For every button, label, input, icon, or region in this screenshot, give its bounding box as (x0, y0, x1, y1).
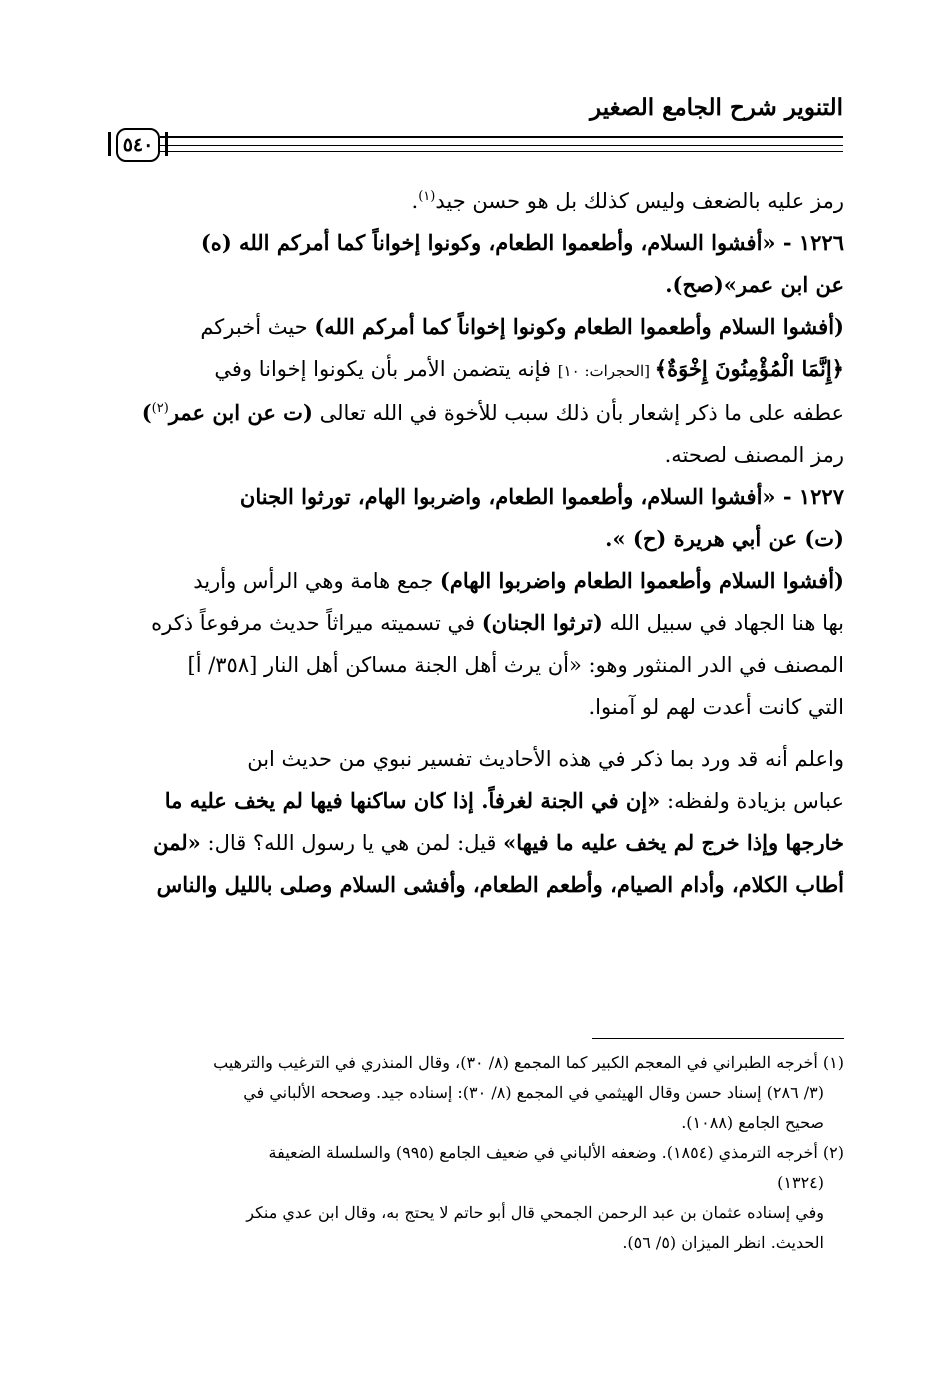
text-line: رمز عليه بالضعف وليس كذلك بل هو حسن جيد$^{(١)}$. (411, 189, 844, 213)
footnote-ref: (٢) (151, 401, 169, 416)
footnote-2: (١٣٢٤) (777, 1173, 824, 1192)
hadith-1227-text: ١٢٢٧ - «أفشوا السلام، وأطعموا الطعام، واضربوا الهام، تورثوا الجنان (239, 484, 844, 509)
commentary-1227: (أفشوا السلام وأطعموا الطعام واضربوا الهام) جمع هامة وهي الرأس وأريد (193, 568, 844, 593)
paragraph-gap (104, 728, 844, 738)
hadith-1227-source: (ت) عن أبي هريرة (ح) ». (605, 526, 844, 551)
footnote-ref: (١) (418, 189, 436, 204)
footnotes (104, 1048, 844, 1258)
commentary-1226: ﴿إِنَّمَا الْمُؤْمِنُونَ إِخْوَةٌ﴾ [الحجرات: ١٠] فإنه يتضمن الأمر بأن يكونوا إخوانا وفي (214, 356, 844, 381)
header-rule (160, 151, 843, 152)
hadith-1226-text: ١٢٢٦ - «أفشوا السلام، وأطعموا الطعام، وكونوا إخواناً كما أمركم الله (ه) (200, 230, 844, 255)
footnote-2: وفي إسناده عثمان بن عبد الرحمن الجمحي قال أبو حاتم لا يحتج به، وقال ابن عدي منكر (246, 1203, 824, 1222)
main-text (104, 180, 844, 906)
commentary-1227: المصنف في الدر المنثور وهو: «أن يرث أهل الجنة مساكن أهل النار [٣٥٨/ أ] (187, 653, 844, 677)
header-rule (160, 145, 843, 146)
quran-quote: ﴿إِنَّمَا الْمُؤْمِنُونَ إِخْوَةٌ﴾ (654, 356, 844, 381)
footnote-1: صحيح الجامع (١٠٨٨). (681, 1113, 824, 1132)
footnote-separator (592, 1038, 844, 1039)
footnote-1: (١) أخرجه الطبراني في المعجم الكبير كما المجمع (٨/ ٣٠)، وقال المنذري في الترغيب والترهيب (213, 1053, 844, 1072)
commentary-1226: رمز المصنف لصحته. (664, 443, 844, 467)
commentary-1226: عطفه على ما ذكر إشعار بأن ذلك سبب للأخوة في الله تعالى (ت عن ابن عمر$^{(٢)}$) (141, 400, 844, 425)
running-header-title: التنوير شرح الجامع الصغير (590, 94, 843, 121)
paragraph-text: عباس بزيادة ولفظه: «إن في الجنة لغرفاً. إذا كان ساكنها فيها لم يخف عليه ما (164, 788, 844, 813)
commentary-1226: (أفشوا السلام وأطعموا الطعام وكونوا إخواناً كما أمركم الله) حيث أخبركم (200, 314, 844, 339)
footnote-2: الحديث. انظر الميزان (٥/ ٥٦). (622, 1233, 824, 1252)
footnote-1: (٣/ ٢٨٦) إسناد حسن وقال الهيثمي في المجمع (٨/ ٣٠): إسناده جيد. وصححه الألباني في (243, 1083, 824, 1102)
page-number-ornament (165, 132, 168, 156)
page-number: ٥٤٠ (116, 128, 160, 162)
quran-citation: [الحجرات: ١٠] (557, 362, 655, 380)
paragraph-text: واعلم أنه قد ورد بما ذكر في هذه الأحاديث تفسير نبوي من حديث ابن (247, 747, 844, 771)
paragraph-text: خارجها وإذا خرج لم يخف عليه ما فيها» قيل: لمن هي يا رسول الله؟ قال: «لمن (153, 830, 844, 855)
commentary-1227: بها هنا الجهاد في سبيل الله (ترثوا الجنان) في تسميته ميراثاً حديث مرفوعاً ذكره (151, 610, 844, 635)
header-rule (160, 136, 843, 138)
hadith-1226-source: عن ابن عمر»(صح). (665, 272, 844, 297)
commentary-1227: التي كانت أعدت لهم لو آمنوا. (588, 695, 844, 719)
page-number-ornament (108, 132, 111, 156)
footnote-2: (٢) أخرجه الترمذي (١٨٥٤). وضعفه الألباني في ضعيف الجامع (٩٩٥) والسلسلة الضعيفة (268, 1143, 844, 1162)
paragraph-text: أطاب الكلام، وأدام الصيام، وأطعم الطعام، وأفشى السلام وصلى بالليل والناس (156, 872, 844, 897)
